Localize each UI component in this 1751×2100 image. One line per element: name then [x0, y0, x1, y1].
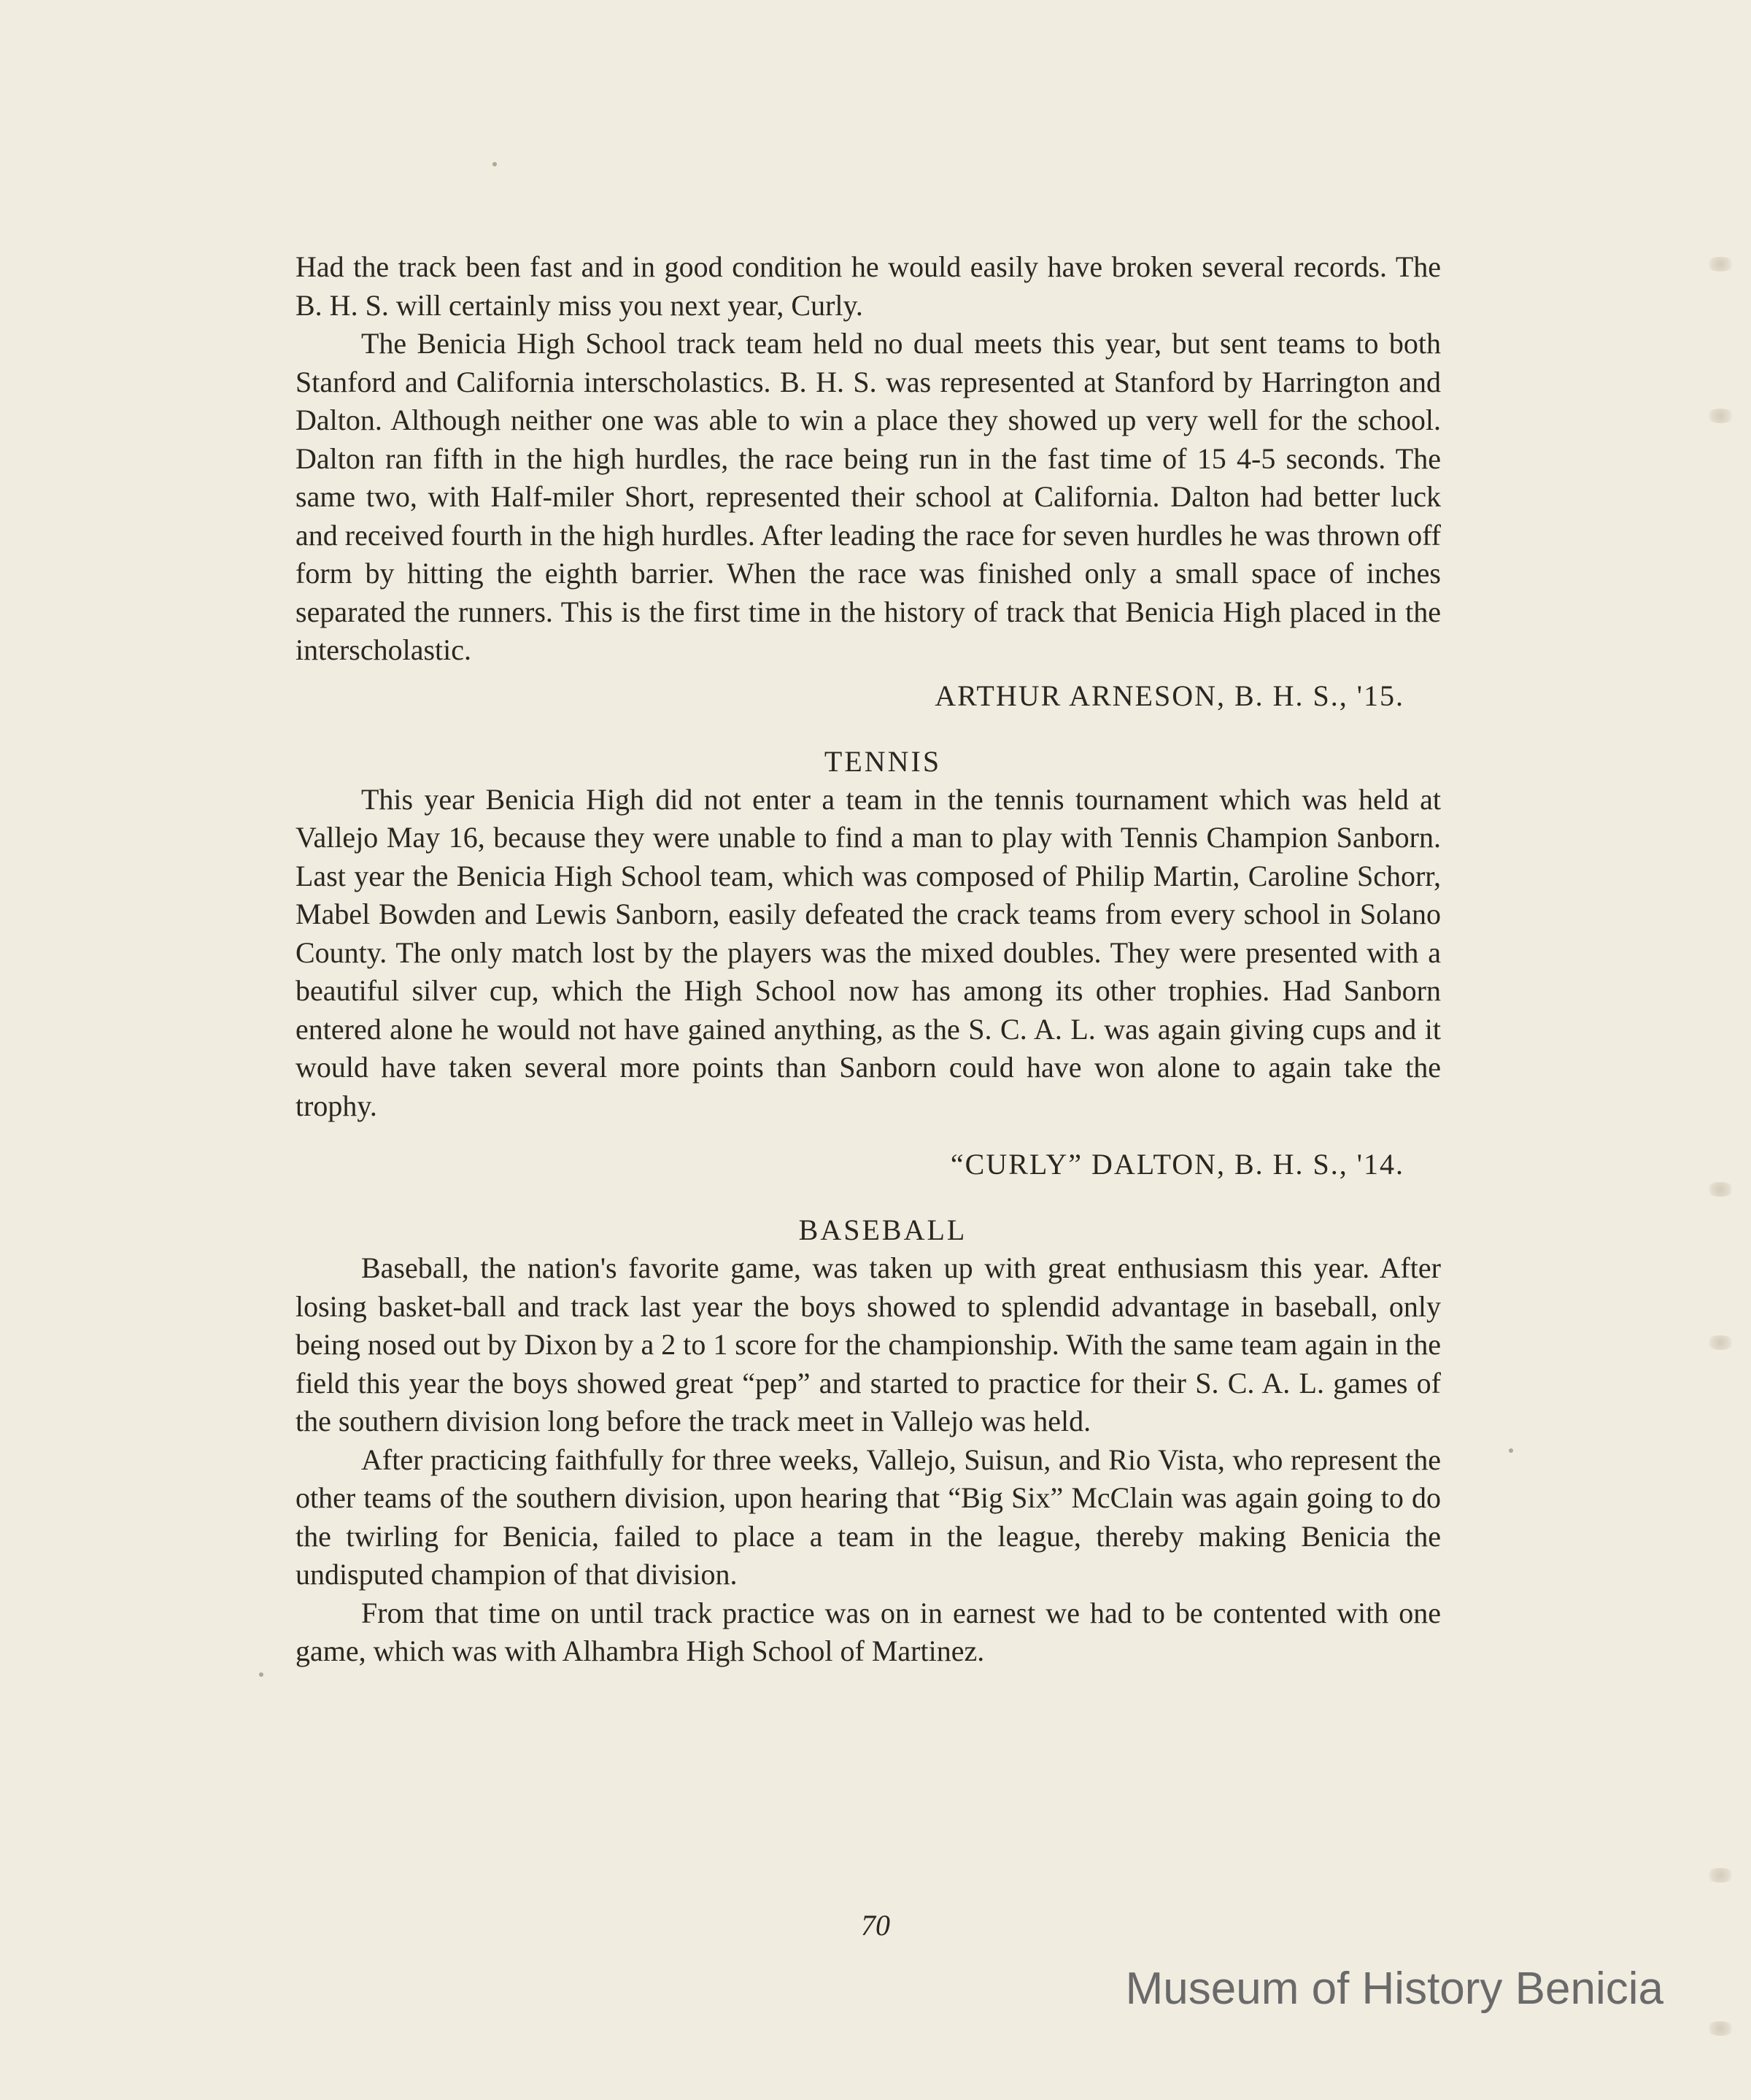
baseball-paragraph-2: After practicing faithfully for three weeks, Vallejo, Suisun, and Rio Vista, who represent the other teams of the southern division, upon hearing that “Big Six” McClain was again going to do the twirling for Benicia, failed to place a team in the league, thereby making Benicia the undisputed champion of that division.: [295, 1443, 1441, 1591]
binding-hole-mark: [1706, 2021, 1735, 2036]
tennis-author-signature: “CURLY” DALTON, B. H. S., '14.: [950, 1148, 1404, 1181]
binding-hole-mark: [1706, 409, 1735, 423]
baseball-paragraph-1: Baseball, the nation's favorite game, was taken up with great enthusiasm this year. After losing basket-ball and track last year the boys showed to splendid advantage in baseball, only being nosed out by Dixon by a 2 to 1 score for the championship. With the same team again in the field this year the boys showed great “pep” and started to practice for their S. C. A. L. games of the southern division long before the track meet in Vallejo was held.: [295, 1251, 1441, 1437]
page-number: 70: [861, 1909, 890, 1942]
paper-speck: [1509, 1448, 1513, 1453]
baseball-heading: BASEBALL: [798, 1213, 967, 1246]
binding-hole-mark: [1706, 1182, 1735, 1197]
tennis-heading: TENNIS: [824, 744, 942, 778]
track-author-signature: ARTHUR ARNESON, B. H. S., '15.: [935, 679, 1404, 712]
binding-hole-mark: [1706, 257, 1735, 271]
museum-watermark: Museum of History Benicia: [1125, 1964, 1663, 2014]
binding-hole-mark: [1706, 1868, 1735, 1883]
baseball-paragraph-3: From that time on until track practice was on in earnest we had to be contented with one game, which was with Alhambra High School of Martinez.: [295, 1596, 1441, 1667]
track-paragraph-2: The Benicia High School track team held no dual meets this year, but sent teams to both Stanford and California interscholastics. B. H. S. was represented at Stanford by Harrington and Dalton. Although neither one was able to win a place they showed up very well for the school. Dalton ran fifth in the high hurdles, the race being run in the fast time of 15 4-5 seconds. The same two, with Half-miler Short, represented their school at California. Dalton had better luck and received fourth in the high hurdles. After leading the race for seven hurdles he was thrown off form by hitting the eighth barrier. When the race was finished only a small space of inches separated the runners. This is the first time in the history of track that Benicia High placed in the interscholastic.: [295, 327, 1441, 666]
track-paragraph-1: Had the track been fast and in good condition he would easily have broken several records. The B. H. S. will certainly miss you next year, Curly.: [295, 250, 1441, 322]
paper-speck: [259, 1672, 263, 1677]
text-column: [295, 248, 1441, 1671]
track-section: [295, 248, 1441, 715]
tennis-section: [295, 743, 1441, 1184]
baseball-section: [295, 1211, 1441, 1671]
binding-hole-mark: [1706, 1335, 1735, 1350]
tennis-paragraph: This year Benicia High did not enter a team in the tennis tournament which was held at Vallejo May 16, because they were unable to find a man to play with Tennis Champion Sanborn. Last year the Benicia High School team, which was composed of Philip Martin, Caroline Schorr, Mabel Bowden and Lewis Sanborn, easily defeated the crack teams from every school in Solano County. The only match lost by the players was the mixed doubles. They were presented with a beautiful silver cup, which the High School now has among its other trophies. Had Sanborn entered alone he would not have gained anything, as the S. C. A. L. was again giving cups and it would have taken several more points than Sanborn could have won alone to again take the trophy.: [295, 782, 1441, 1122]
paper-speck: [492, 162, 497, 166]
